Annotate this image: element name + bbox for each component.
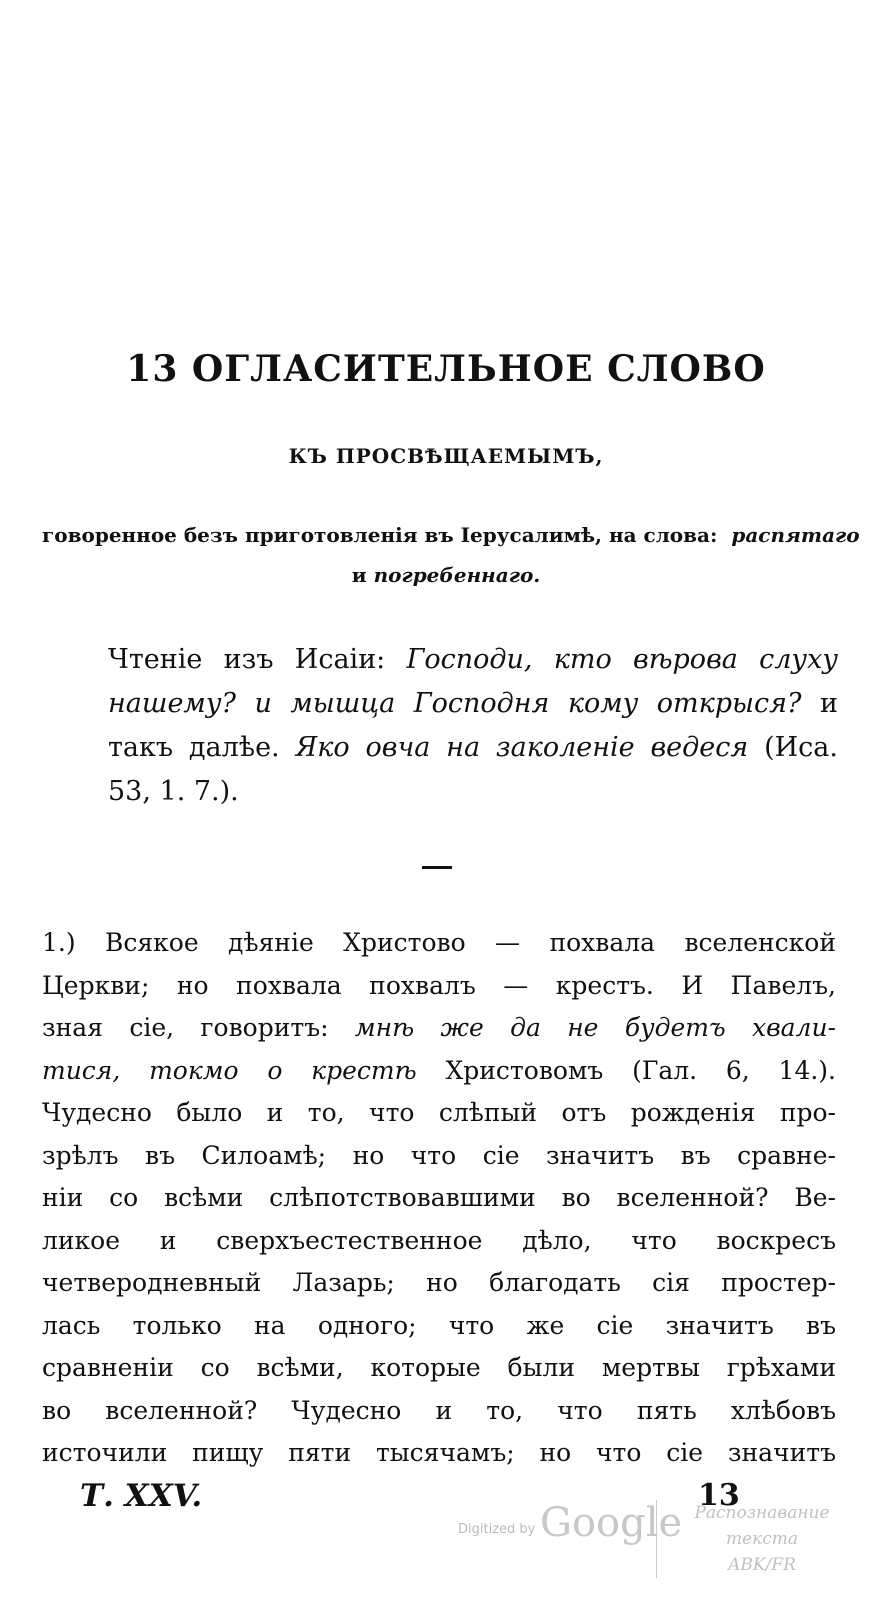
body-text-run: зная сіе, говоритъ: xyxy=(42,1013,329,1042)
body-line: лась только на одного; что же сіе значитъ въ xyxy=(42,1310,836,1340)
body-text-run: Христовомъ (Гал. 6, 14.). xyxy=(445,1055,836,1085)
reading-quote: Яко овча на заколеніе ведеся xyxy=(295,732,749,763)
body-line xyxy=(42,1007,836,1050)
description-italic: погребеннаго. xyxy=(373,563,541,587)
body-line: Чудесно было и то, что слѣпый отъ рожденія про- xyxy=(42,1098,836,1127)
chapter-description xyxy=(42,523,860,547)
body-paragraph xyxy=(42,922,836,1475)
chapter-description-line2 xyxy=(0,563,892,587)
section-divider xyxy=(422,866,452,869)
body-line: Церкви; но похвала похвалъ — крестъ. И Павелъ, xyxy=(42,970,836,1000)
body-quote: мнѣ же да не будетъ хвали- xyxy=(354,1013,836,1042)
body-line xyxy=(42,1050,836,1093)
reading-middle: и такъ далѣе. xyxy=(108,688,838,763)
body-line: четверодневный Лазарь; но благодать сія простер- xyxy=(42,1268,836,1297)
body-line: зрѣлъ въ Силоамѣ; но что сіе значитъ въ сравне- xyxy=(42,1140,836,1170)
digitized-by-text: Digitized by xyxy=(458,1522,536,1537)
ocr-watermark-line: ABK/FR xyxy=(728,1555,796,1575)
body-line: источили пищу пяти тысячамъ; но что сіе значитъ xyxy=(42,1438,836,1467)
reading-quote: Господи, кто вѣрова слуху нашему? и мышца Господня кому открыся? xyxy=(108,644,838,719)
description-italic: распятаго xyxy=(731,523,860,547)
reading-reference: (Иса. 53, 1. 7.). xyxy=(108,732,838,807)
body-quote: тися, токмо о крестѣ xyxy=(42,1055,417,1085)
google-watermark-logo: Google xyxy=(540,1500,683,1546)
description-text: говоренное безъ приготовленія въ Іерусалимѣ, на слова: xyxy=(42,523,718,547)
description-conjunction: и xyxy=(351,563,367,587)
chapter-title: 13 ОГЛАСИТЕЛЬНОЕ СЛОВО xyxy=(126,348,766,390)
scripture-reading xyxy=(108,638,838,814)
signature-mark: Т. XXV. xyxy=(80,1478,203,1514)
body-line: сравненіи со всѣми, которые были мертвы грѣхами xyxy=(42,1353,836,1382)
body-line: ликое и сверхъестественное дѣло, что воскресъ xyxy=(42,1225,836,1255)
reading-lead: Чтеніе изъ Исаіи: xyxy=(108,644,386,675)
chapter-subtitle: КЪ ПРОСВѢЩАЕМЫМЪ, xyxy=(288,444,604,468)
body-line: 1.) Всякое дѣяніе Христово — похвала вселенской xyxy=(42,928,836,957)
page-number: 13 xyxy=(698,1478,740,1513)
ocr-watermark-line: Распознавание текста xyxy=(694,1503,830,1549)
ocr-watermark xyxy=(656,1500,867,1578)
body-line: во вселенной? Чудесно и то, что пять хлѣбовъ xyxy=(42,1395,836,1425)
body-line: ніи со всѣми слѣпотствовавшими во вселенной? Ве- xyxy=(42,1183,836,1212)
